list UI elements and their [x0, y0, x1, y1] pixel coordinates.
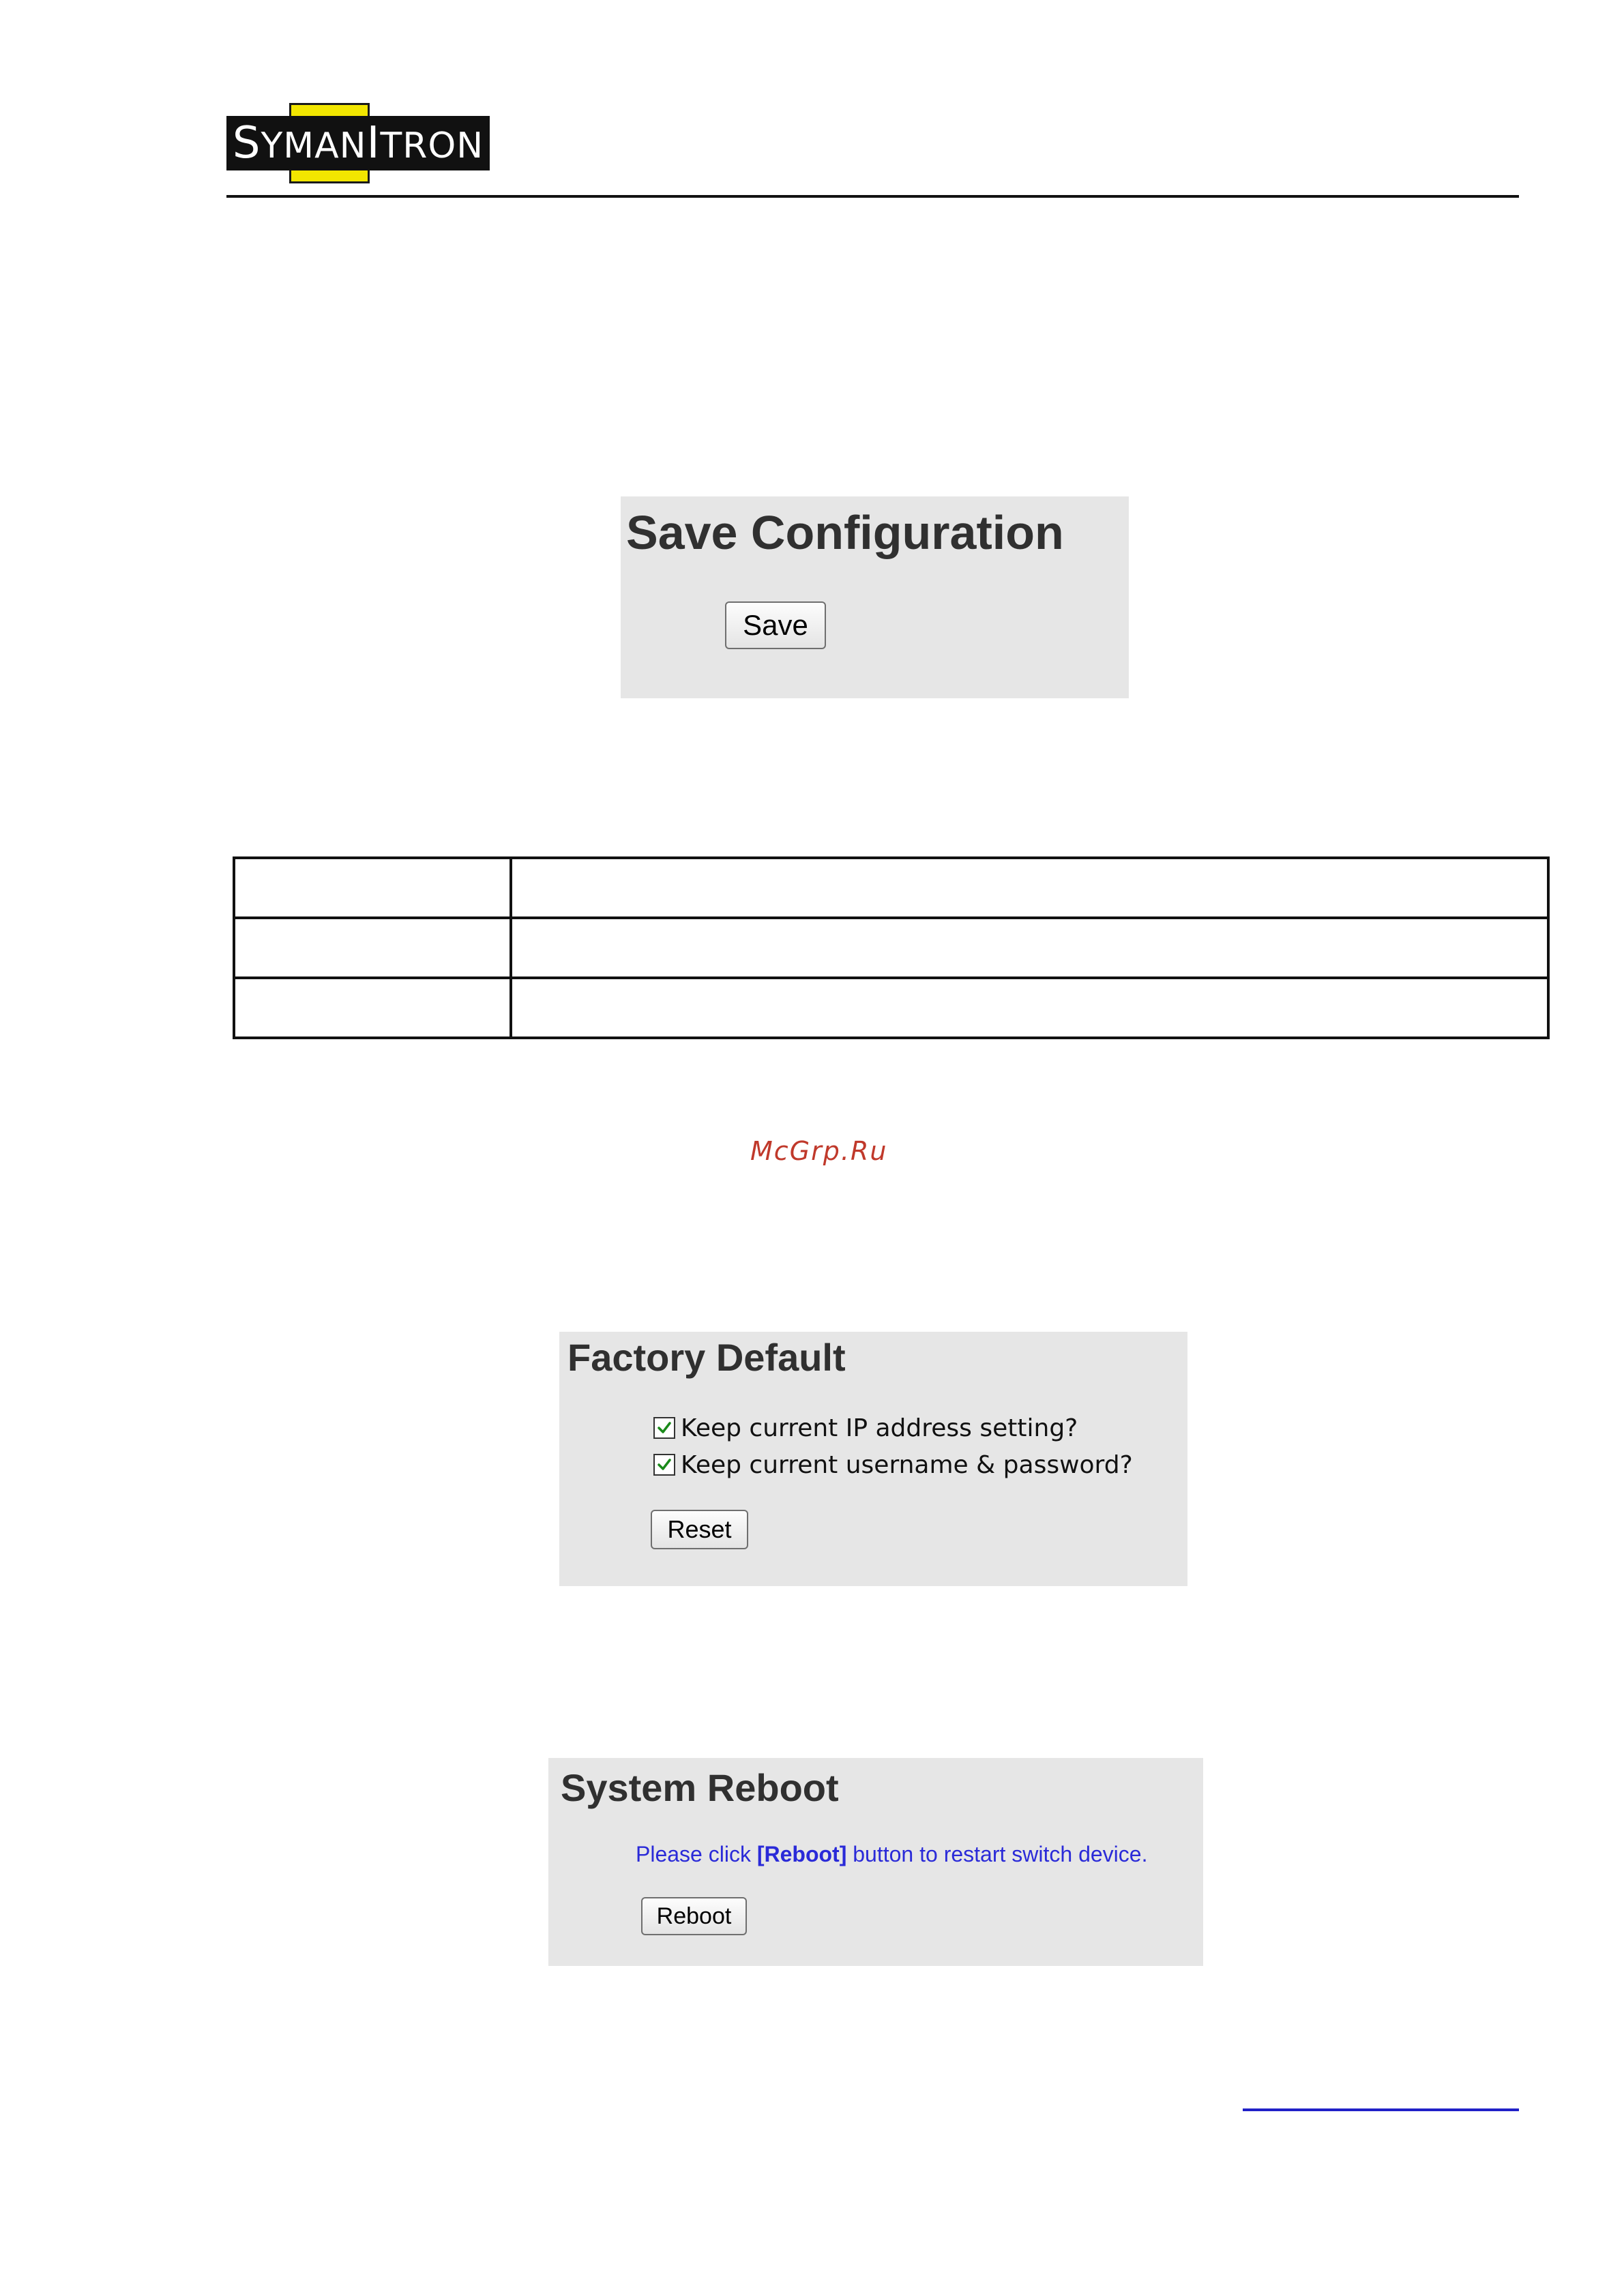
table-cell — [234, 858, 511, 918]
reset-button[interactable]: Reset — [651, 1510, 748, 1549]
keep-ip-option[interactable] — [653, 1413, 1078, 1443]
watermark-text: McGrp.Ru — [750, 1136, 888, 1166]
table-row — [234, 858, 1548, 918]
save-configuration-title: Save Configuration — [626, 506, 1064, 559]
keep-user-checkbox[interactable] — [653, 1454, 675, 1476]
keep-ip-checkbox[interactable] — [653, 1417, 675, 1439]
system-reboot-panel — [548, 1758, 1203, 1966]
description-table — [233, 856, 1550, 1039]
table-row — [234, 978, 1548, 1038]
table-cell — [511, 858, 1548, 918]
system-reboot-title: System Reboot — [561, 1766, 839, 1809]
logo-wordmark: SYMANITRON — [232, 118, 484, 168]
reboot-instruction: Please click [Reboot] button to restart switch device. — [636, 1842, 1148, 1866]
save-configuration-panel — [621, 496, 1129, 698]
keep-user-label: Keep current username & password? — [681, 1450, 1133, 1479]
factory-default-title: Factory Default — [567, 1336, 846, 1379]
logo-black-bar — [226, 116, 490, 170]
table-cell — [511, 978, 1548, 1038]
keep-user-option[interactable] — [653, 1450, 1133, 1480]
keep-ip-label: Keep current IP address setting? — [681, 1414, 1078, 1442]
footer-link-underline — [1243, 2108, 1519, 2111]
header-rule — [226, 195, 1519, 198]
check-icon — [656, 1457, 673, 1473]
symanitron-logo — [226, 103, 490, 183]
table-cell — [234, 978, 511, 1038]
save-button[interactable]: Save — [725, 601, 826, 649]
table-cell — [234, 918, 511, 978]
check-icon — [656, 1420, 673, 1436]
table-row — [234, 918, 1548, 978]
table-cell — [511, 918, 1548, 978]
reboot-button[interactable]: Reboot — [641, 1897, 747, 1935]
